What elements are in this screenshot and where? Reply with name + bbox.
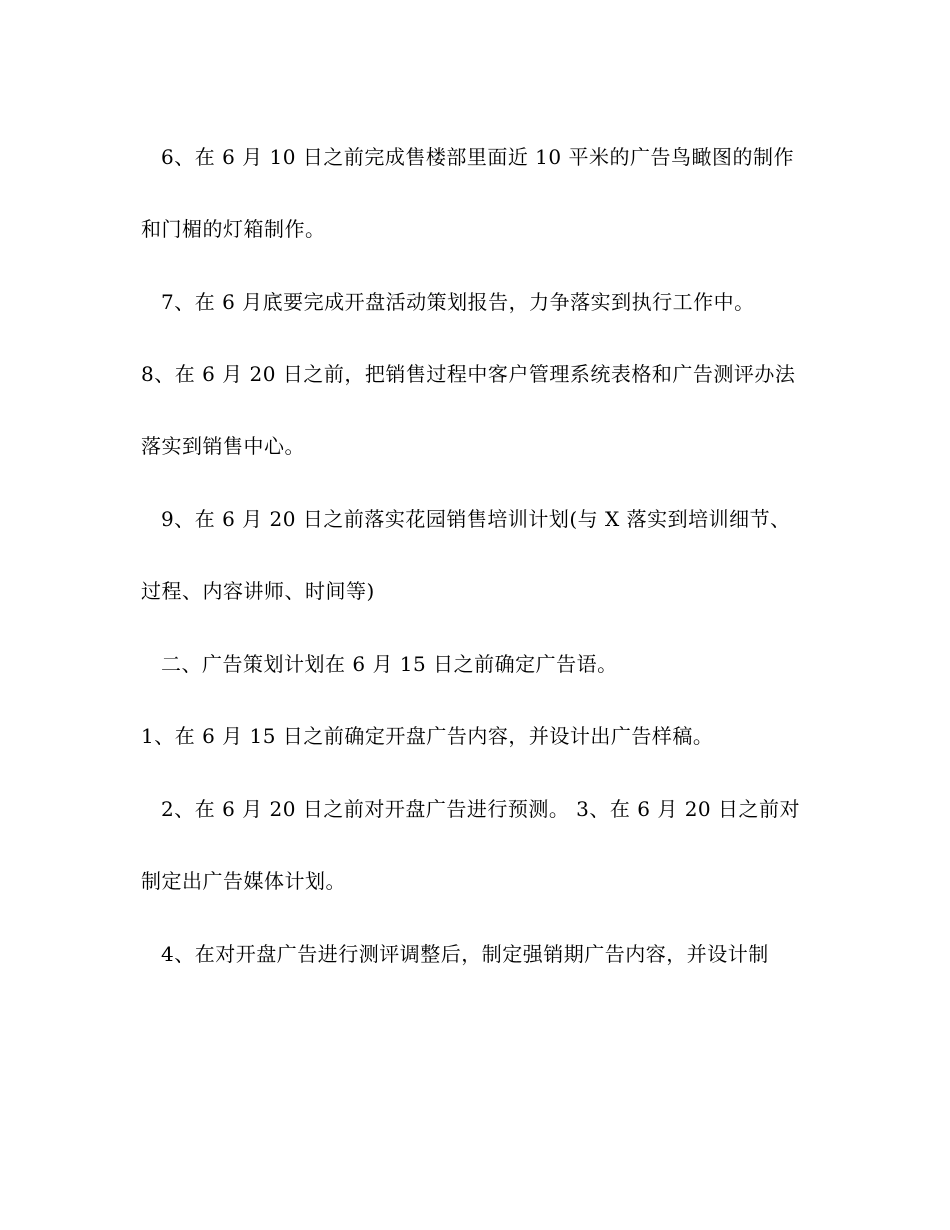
text-line: 和门楣的灯箱制作。 [141,217,326,241]
text-line: 2、在 6 月 20 日之前对开盘广告进行预测。 3、在 6 月 20 日之前对 [161,797,801,821]
text-line: 过程、内容讲师、时间等) [141,579,375,603]
text-line: 落实到销售中心。 [141,434,305,458]
text-line: 1、在 6 月 15 日之前确定开盘广告内容，并设计出广告样稿。 [141,724,714,748]
text-line: 7、在 6 月底要完成开盘活动策划报告，力争落实到执行工作中。 [161,290,755,314]
text-line: 4、在对开盘广告进行测评调整后，制定强销期广告内容，并设计制 [161,942,769,966]
text-line: 9、在 6 月 20 日之前落实花园销售培训计划(与 X 落实到培训细节、 [161,507,791,531]
section-heading: 二、广告策划计划在 6 月 15 日之前确定广告语。 [161,652,618,676]
text-line: 制定出广告媒体计划。 [141,869,346,893]
text-line: 6、在 6 月 10 日之前完成售楼部里面近 10 平米的广告鸟瞰图的制作 [161,145,794,169]
text-line: 8、在 6 月 20 日之前，把销售过程中客户管理系统表格和广告测评办法 [141,362,796,386]
